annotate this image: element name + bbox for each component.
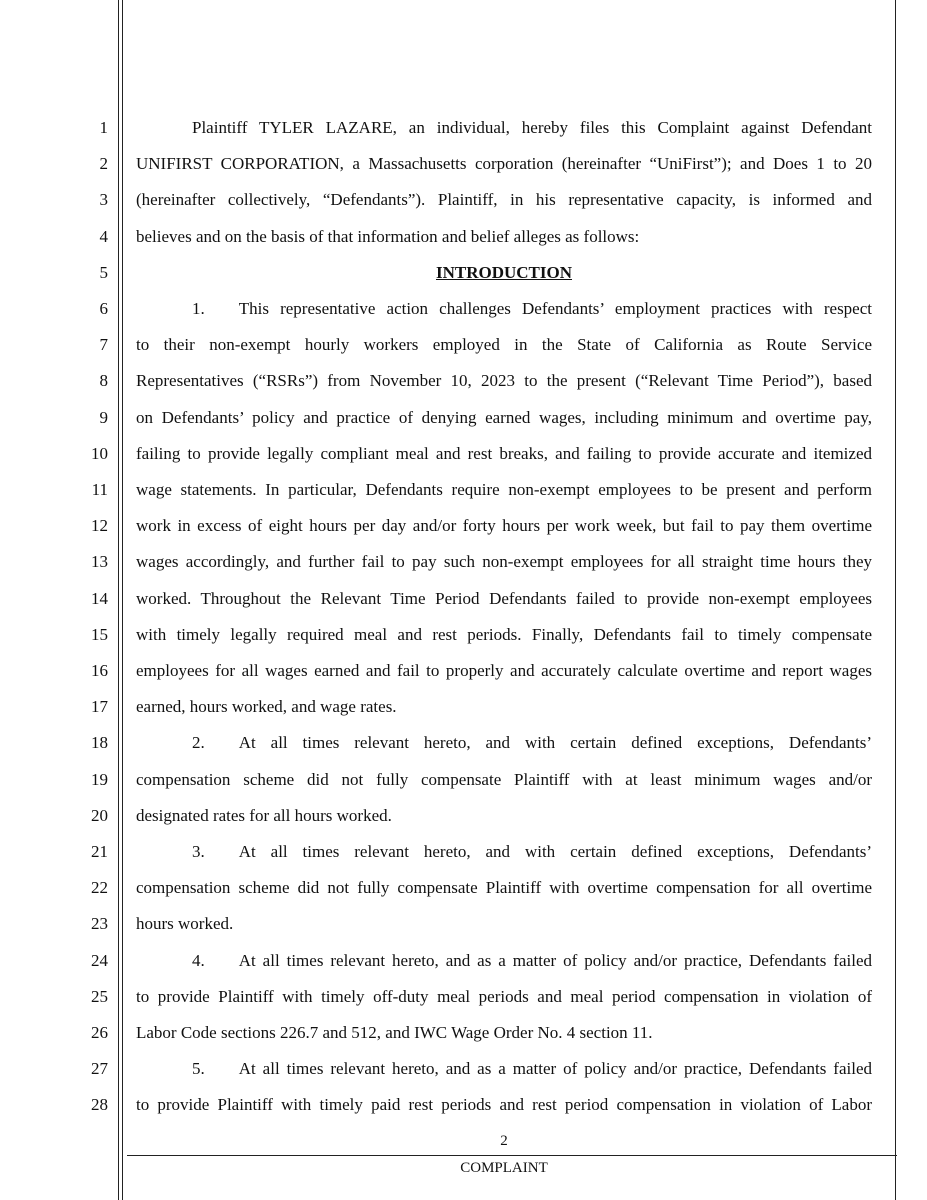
- line-number: 18: [91, 733, 108, 753]
- text-line: 1. This representative action challenges Defendants’ employment practices with respect: [192, 299, 872, 318]
- text-line: work in excess of eight hours per day and/or forty hours per work week, but fail to pay them overtime: [136, 516, 872, 536]
- text-line: worked. Throughout the Relevant Time Period Defendants failed to provide non-exempt employees: [136, 588, 872, 608]
- text-line: Representatives (“RSRs”) from November 10, 2023 to the present (“Relevant Time Period”), based: [136, 371, 872, 391]
- line-number: 15: [91, 624, 108, 644]
- line-number: 28: [91, 1095, 108, 1115]
- line-number: 9: [99, 407, 108, 427]
- text-line: wage statements. In particular, Defendants require non-exempt employees to be present and perform: [136, 480, 872, 499]
- text-line: Plaintiff TYLER LAZARE, an individual, hereby files this Complaint against Defendant: [192, 118, 872, 137]
- right-margin-rule: [895, 0, 896, 1200]
- text-line: on Defendants’ policy and practice of denying earned wages, including minimum and overtime pay,: [136, 407, 872, 427]
- left-margin-rule-inner: [122, 0, 123, 1200]
- text-line: wages accordingly, and further fail to pay such non-exempt employees for all straight time hours they: [136, 552, 872, 572]
- text-line: designated rates for all hours worked.: [136, 805, 392, 825]
- line-number: 25: [91, 986, 108, 1006]
- text-line: compensation scheme did not fully compensate Plaintiff with overtime compensation for all overtime: [136, 878, 872, 898]
- line-number: 23: [91, 914, 108, 934]
- footer-title: COMPLAINT: [460, 1160, 548, 1176]
- text-line: earned, hours worked, and wage rates.: [136, 697, 397, 717]
- line-number: 17: [91, 697, 108, 717]
- line-number: 12: [91, 516, 108, 536]
- line-number: 22: [91, 878, 108, 898]
- text-line: failing to provide legally compliant meal and rest breaks, and failing to provide accurate and itemized: [136, 443, 872, 463]
- line-number: 16: [91, 661, 108, 680]
- line-number: 21: [91, 842, 108, 861]
- line-number: 4: [99, 226, 108, 246]
- text-line: 2. At all times relevant hereto, and with certain defined exceptions, Defendants’: [192, 733, 872, 753]
- line-number: 3: [99, 190, 108, 210]
- text-line: employees for all wages earned and fail to properly and accurately calculate overtime and report wages: [136, 661, 872, 680]
- line-number: 7: [99, 335, 108, 355]
- text-line: 5. At all times relevant hereto, and as a matter of policy and/or practice, Defendants failed: [192, 1059, 872, 1079]
- text-line: (hereinafter collectively, “Defendants”). Plaintiff, in his representative capacity, is informed and: [136, 190, 872, 210]
- line-number: 14: [91, 588, 108, 608]
- line-number: 2: [99, 154, 108, 174]
- text-line: to provide Plaintiff with timely paid rest periods and rest period compensation in violation of Labor: [136, 1095, 872, 1115]
- line-number: 6: [99, 299, 108, 318]
- text-line: 3. At all times relevant hereto, and with certain defined exceptions, Defendants’: [192, 842, 872, 861]
- text-line: 4. At all times relevant hereto, and as a matter of policy and/or practice, Defendants failed: [192, 950, 872, 970]
- text-line: UNIFIRST CORPORATION, a Massachusetts corporation (hereinafter “UniFirst”); and Does 1 to 20: [136, 154, 872, 174]
- line-number: 19: [91, 769, 108, 789]
- section-heading: INTRODUCTION: [435, 262, 573, 282]
- text-line: to provide Plaintiff with timely off-duty meal periods and meal period compensation in violation of: [136, 986, 872, 1006]
- line-number: 11: [91, 480, 108, 499]
- text-line: compensation scheme did not fully compensate Plaintiff with at least minimum wages and/or: [136, 769, 872, 789]
- line-number: 8: [99, 371, 108, 391]
- text-line: to their non-exempt hourly workers employed in the State of California as Route Service: [136, 335, 872, 355]
- line-number: 13: [91, 552, 108, 572]
- text-line: believes and on the basis of that information and belief alleges as follows:: [136, 226, 640, 246]
- line-number: 10: [91, 443, 108, 463]
- left-margin-rule-outer: [118, 0, 119, 1200]
- text-line: Labor Code sections 226.7 and 512, and IWC Wage Order No. 4 section 11.: [136, 1023, 653, 1042]
- line-number: 24: [91, 950, 108, 970]
- line-number: 1: [99, 118, 108, 137]
- footer-rule: [127, 1155, 897, 1156]
- text-line: with timely legally required meal and rest periods. Finally, Defendants fail to timely compensate: [136, 624, 872, 644]
- line-number: 5: [99, 262, 108, 282]
- line-number: 20: [91, 805, 108, 825]
- line-number: 26: [91, 1023, 108, 1042]
- line-number: 27: [91, 1059, 108, 1079]
- text-line: hours worked.: [136, 914, 234, 934]
- page-number: 2: [500, 1133, 508, 1149]
